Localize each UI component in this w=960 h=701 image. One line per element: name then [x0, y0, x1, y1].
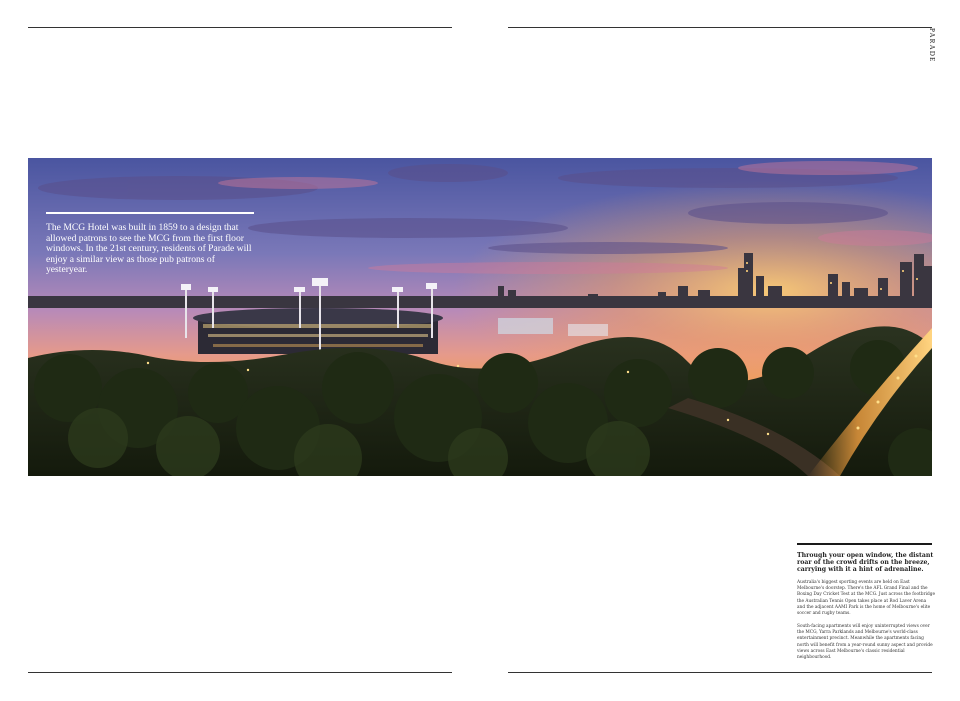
photo-caption: The MCG Hotel was built in 1859 to a design that allowed patrons to see the MCG from the first floor windows. In the 21st century, residents of Parade will enjoy a similar view as those pub patrons of yesteryear. — [46, 222, 252, 276]
top-left-rule — [28, 27, 452, 28]
running-head: PARADE — [928, 28, 936, 63]
top-right-rule — [508, 27, 932, 28]
mcg-skyline-illustration — [28, 158, 932, 476]
bottom-right-rule — [508, 672, 932, 673]
caption-rule — [46, 212, 254, 214]
pull-quote: Through your open window, the distant roar of the crowd drifts on the breeze, carrying with it a hint of adrenaline. — [797, 552, 934, 573]
sidebar-rule — [797, 543, 932, 545]
body-paragraph: Australia's biggest sporting events are held on East Melbourne's doorstep. There's the AFL Grand Final and the Boxing Day Cricket Test at the MCG. Just across the footbridge the Australian Tennis Open takes place at Rod Laver Arena and the adjacent AAMI Park is the home of Melbourne's elite soccer and rugby teams. — [797, 580, 936, 617]
bottom-left-rule — [28, 672, 452, 673]
panorama-photo — [28, 158, 932, 476]
body-paragraph: South-facing apartments will enjoy uninterrupted views over the MCG, Yarra Parklands and Melbourne's world-class entertainment precinct. Meanwhile the apartments facing north will benefit from a year-round sunny aspect and provide views across East Melbourne's classic residential neighbourhood. — [797, 624, 933, 661]
